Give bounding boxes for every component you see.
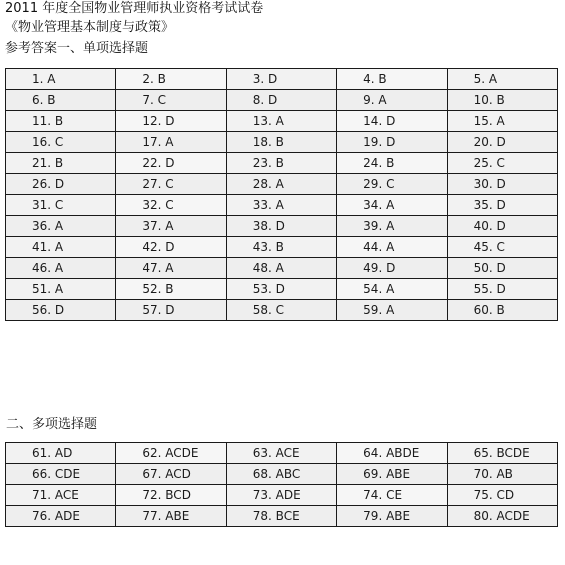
answer-cell: 54. A bbox=[337, 279, 447, 300]
answer-cell: 45. C bbox=[447, 237, 557, 258]
answer-cell: 46. A bbox=[6, 258, 116, 279]
answer-cell: 56. D bbox=[6, 300, 116, 321]
answer-cell: 8. D bbox=[226, 90, 336, 111]
answer-cell: 12. D bbox=[116, 111, 226, 132]
section-heading-single-choice: 参考答案一、单项选择题 bbox=[5, 41, 149, 56]
answer-cell: 47. A bbox=[116, 258, 226, 279]
answer-cell: 50. D bbox=[447, 258, 557, 279]
table-row bbox=[6, 258, 558, 279]
answer-cell: 4. B bbox=[337, 69, 447, 90]
answer-cell: 66. CDE bbox=[6, 464, 116, 485]
answer-cell: 2. B bbox=[116, 69, 226, 90]
answer-cell: 19. D bbox=[337, 132, 447, 153]
answer-cell: 71. ACE bbox=[6, 485, 116, 506]
table-row bbox=[6, 69, 558, 90]
table-row bbox=[6, 153, 558, 174]
table-row bbox=[6, 279, 558, 300]
answer-cell: 76. ADE bbox=[6, 506, 116, 527]
answer-cell: 30. D bbox=[447, 174, 557, 195]
answer-cell: 57. D bbox=[116, 300, 226, 321]
answer-cell: 72. BCD bbox=[116, 485, 226, 506]
answer-cell: 43. B bbox=[226, 237, 336, 258]
answer-cell: 20. D bbox=[447, 132, 557, 153]
answer-cell: 14. D bbox=[337, 111, 447, 132]
answer-cell: 28. A bbox=[226, 174, 336, 195]
section-heading-multiple-choice: 二、多项选择题 bbox=[6, 417, 98, 432]
answer-cell: 42. D bbox=[116, 237, 226, 258]
answer-cell: 51. A bbox=[6, 279, 116, 300]
table-row bbox=[6, 237, 558, 258]
answer-cell: 55. D bbox=[447, 279, 557, 300]
answer-cell: 16. C bbox=[6, 132, 116, 153]
answer-cell: 59. A bbox=[337, 300, 447, 321]
answer-cell: 23. B bbox=[226, 153, 336, 174]
answer-cell: 60. B bbox=[447, 300, 557, 321]
answer-cell: 74. CE bbox=[337, 485, 447, 506]
answer-cell: 44. A bbox=[337, 237, 447, 258]
answer-cell: 31. C bbox=[6, 195, 116, 216]
table-row bbox=[6, 443, 558, 464]
answer-cell: 29. C bbox=[337, 174, 447, 195]
answer-cell: 7. C bbox=[116, 90, 226, 111]
answer-cell: 40. D bbox=[447, 216, 557, 237]
answer-cell: 61. AD bbox=[6, 443, 116, 464]
answer-cell: 38. D bbox=[226, 216, 336, 237]
table-row bbox=[6, 111, 558, 132]
answer-cell: 49. D bbox=[337, 258, 447, 279]
answer-cell: 69. ABE bbox=[337, 464, 447, 485]
answer-cell: 15. A bbox=[447, 111, 557, 132]
answer-cell: 35. D bbox=[447, 195, 557, 216]
single-choice-answer-table bbox=[5, 68, 558, 321]
answer-cell: 3. D bbox=[226, 69, 336, 90]
table-row bbox=[6, 132, 558, 153]
answer-cell: 11. B bbox=[6, 111, 116, 132]
table-row bbox=[6, 216, 558, 237]
answer-cell: 80. ACDE bbox=[447, 506, 557, 527]
answer-cell: 77. ABE bbox=[116, 506, 226, 527]
answer-cell: 64. ABDE bbox=[337, 443, 447, 464]
answer-cell: 62. ACDE bbox=[116, 443, 226, 464]
multiple-choice-answer-table bbox=[5, 442, 558, 527]
answer-cell: 70. AB bbox=[447, 464, 557, 485]
answer-cell: 73. ADE bbox=[226, 485, 336, 506]
answer-cell: 36. A bbox=[6, 216, 116, 237]
answer-cell: 21. B bbox=[6, 153, 116, 174]
exam-subject: 《物业管理基本制度与政策》 bbox=[5, 20, 175, 35]
answer-cell: 27. C bbox=[116, 174, 226, 195]
table-row bbox=[6, 485, 558, 506]
table-row bbox=[6, 90, 558, 111]
table-row bbox=[6, 300, 558, 321]
answer-cell: 67. ACD bbox=[116, 464, 226, 485]
answer-cell: 34. A bbox=[337, 195, 447, 216]
answer-cell: 24. B bbox=[337, 153, 447, 174]
table-row bbox=[6, 464, 558, 485]
answer-cell: 26. D bbox=[6, 174, 116, 195]
answer-cell: 52. B bbox=[116, 279, 226, 300]
answer-cell: 10. B bbox=[447, 90, 557, 111]
answer-cell: 33. A bbox=[226, 195, 336, 216]
answer-cell: 58. C bbox=[226, 300, 336, 321]
answer-cell: 25. C bbox=[447, 153, 557, 174]
answer-cell: 22. D bbox=[116, 153, 226, 174]
answer-cell: 5. A bbox=[447, 69, 557, 90]
answer-cell: 63. ACE bbox=[226, 443, 336, 464]
answer-cell: 13. A bbox=[226, 111, 336, 132]
answer-cell: 6. B bbox=[6, 90, 116, 111]
answer-cell: 75. CD bbox=[447, 485, 557, 506]
answer-cell: 41. A bbox=[6, 237, 116, 258]
answer-cell: 39. A bbox=[337, 216, 447, 237]
exam-title: 2011 年度全国物业管理师执业资格考试试卷 bbox=[5, 1, 264, 16]
answer-cell: 1. A bbox=[6, 69, 116, 90]
answer-cell: 65. BCDE bbox=[447, 443, 557, 464]
answer-cell: 78. BCE bbox=[226, 506, 336, 527]
answer-cell: 17. A bbox=[116, 132, 226, 153]
answer-cell: 53. D bbox=[226, 279, 336, 300]
answer-cell: 18. B bbox=[226, 132, 336, 153]
answer-cell: 48. A bbox=[226, 258, 336, 279]
answer-cell: 32. C bbox=[116, 195, 226, 216]
table-row bbox=[6, 506, 558, 527]
answer-cell: 9. A bbox=[337, 90, 447, 111]
table-row bbox=[6, 174, 558, 195]
answer-cell: 68. ABC bbox=[226, 464, 336, 485]
answer-cell: 79. ABE bbox=[337, 506, 447, 527]
answer-cell: 37. A bbox=[116, 216, 226, 237]
table-row bbox=[6, 195, 558, 216]
